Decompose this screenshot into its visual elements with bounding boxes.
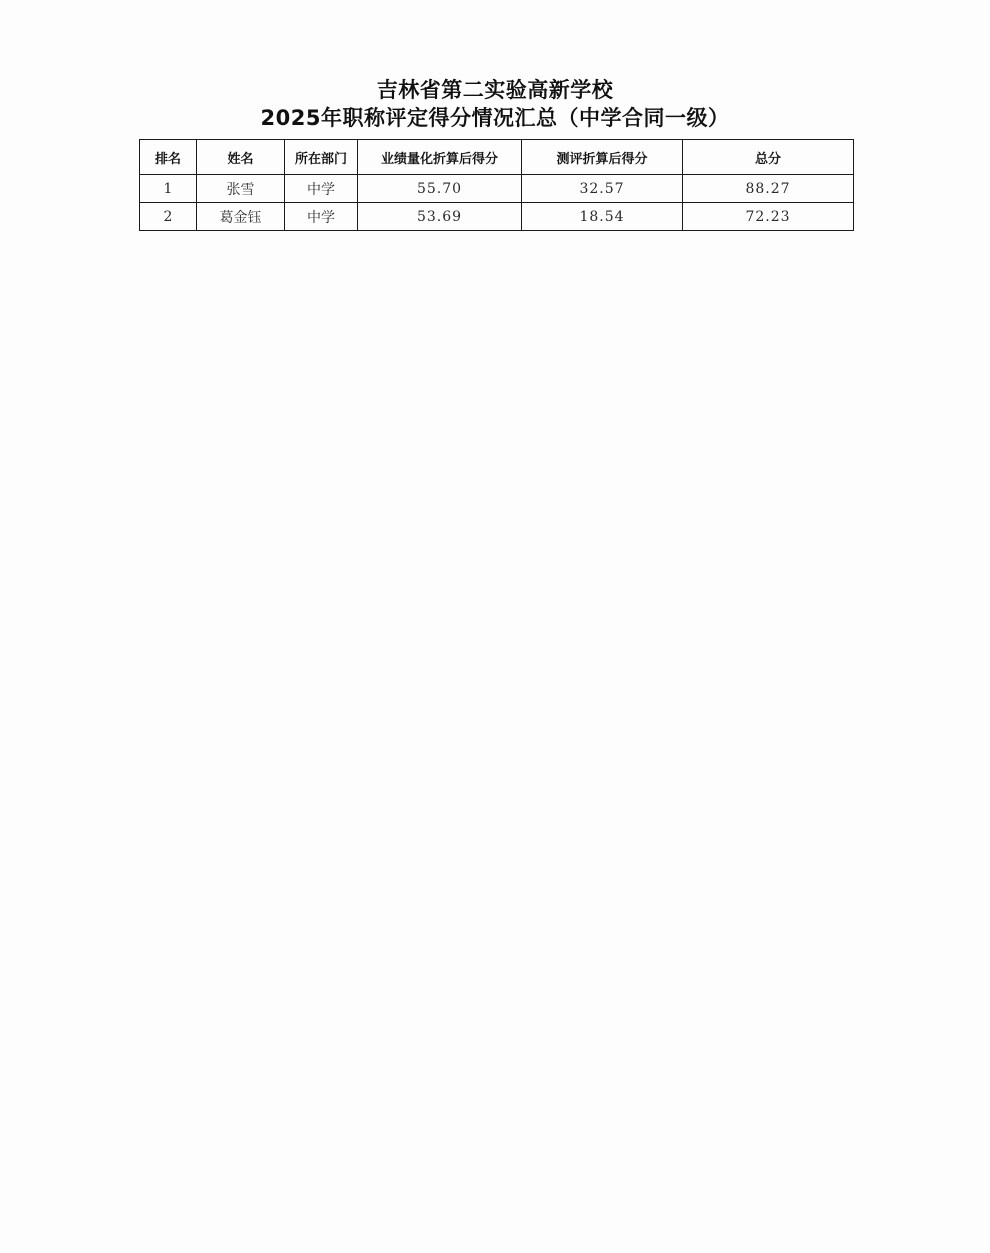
header-department: 所在部门 — [285, 140, 358, 175]
table-header — [140, 140, 854, 175]
score-summary-table — [139, 139, 854, 231]
table-row — [140, 175, 854, 203]
cell-total-score: 72.23 — [683, 203, 854, 231]
table-body — [140, 175, 854, 231]
cell-name: 葛金钰 — [197, 203, 285, 231]
school-name-title: 吉林省第二实验高新学校 — [376, 78, 614, 102]
table-row — [140, 203, 854, 231]
cell-evaluation-score: 18.54 — [522, 203, 683, 231]
header-total-score: 总分 — [683, 140, 854, 175]
cell-department: 中学 — [285, 175, 358, 203]
cell-department: 中学 — [285, 203, 358, 231]
cell-name: 张雪 — [197, 175, 285, 203]
report-title: 2025年职称评定得分情况汇总（中学合同一级） — [260, 106, 730, 130]
cell-performance-score: 55.70 — [358, 175, 522, 203]
table-header-row — [140, 140, 854, 175]
cell-performance-score: 53.69 — [358, 203, 522, 231]
cell-evaluation-score: 32.57 — [522, 175, 683, 203]
document-header — [0, 76, 990, 132]
header-name: 姓名 — [197, 140, 285, 175]
cell-rank: 1 — [140, 175, 197, 203]
header-performance-score: 业绩量化折算后得分 — [358, 140, 522, 175]
header-evaluation-score: 测评折算后得分 — [522, 140, 683, 175]
header-rank: 排名 — [140, 140, 197, 175]
cell-rank: 2 — [140, 203, 197, 231]
cell-total-score: 88.27 — [683, 175, 854, 203]
